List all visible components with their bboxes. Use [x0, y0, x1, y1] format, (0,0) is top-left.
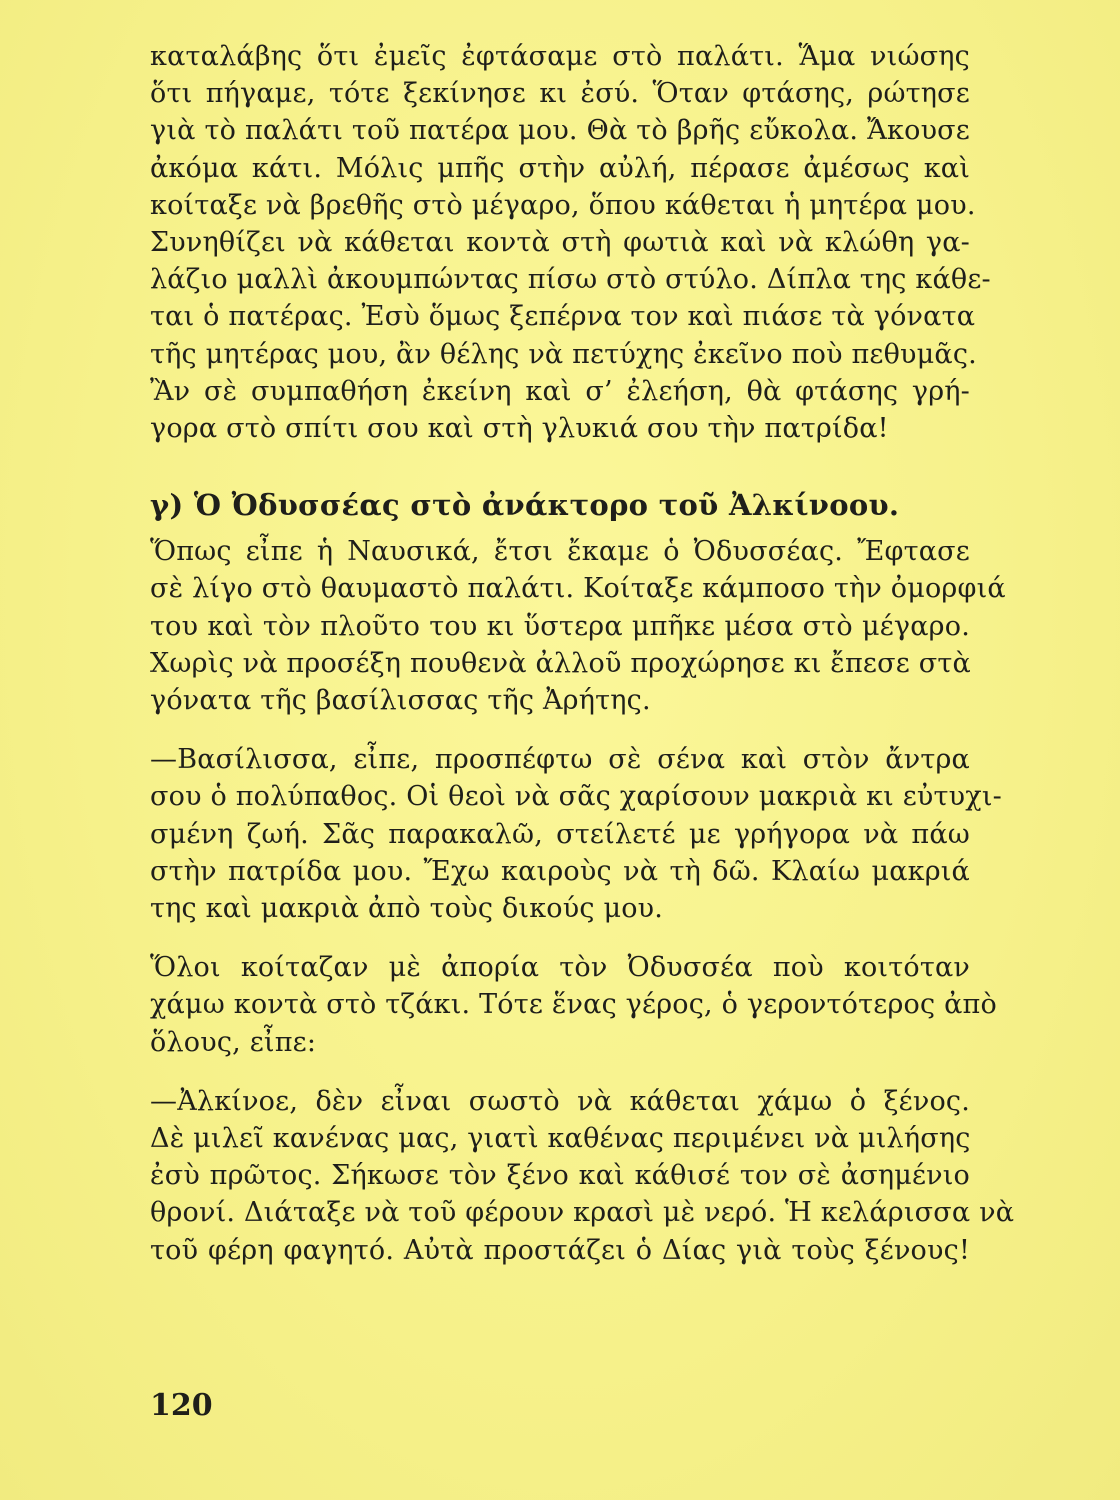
- paragraph-plea: [150, 741, 1002, 927]
- paragraph-opening: [150, 38, 991, 447]
- text-line: γιὰ τὸ παλάτι τοῦ πατέρα μου. Θὰ τὸ βρῆς εὔκολα. Ἄκουσε: [150, 115, 970, 147]
- text-line: —Βασίλισσα, εἶπε, προσπέφτω σὲ σένα καὶ στὸν ἄντρα: [150, 744, 970, 776]
- section-heading: γ) Ὁ Ὀδυσσέας στὸ ἀνάκτορο τοῦ Ἀλκίνοου.: [150, 488, 900, 523]
- paragraph-arrival: [150, 533, 1006, 719]
- text-line: σου ὁ πολύπαθος. Οἱ θεοὶ νὰ σᾶς χαρίσουν μακριὰ κι εὐτυχι-: [150, 781, 1002, 813]
- paragraph-elder: [150, 949, 997, 1061]
- text-line: Συνηθίζει νὰ κάθεται κοντὰ στὴ φωτιὰ καὶ νὰ κλώθη γα-: [150, 227, 970, 259]
- text-line: γόνατα τῆς βασίλισσας τῆς Ἀρήτης.: [150, 685, 651, 717]
- text-line: τῆς μητέρας μου, ἂν θέλης νὰ πετύχης ἐκεῖνο ποὺ πεθυμᾶς.: [150, 338, 977, 370]
- text-line: Ὅπως εἶπε ἡ Ναυσικά, ἔτσι ἔκαμε ὁ Ὀδυσσέας. Ἔφτασε: [150, 536, 970, 568]
- text-line: του καὶ τὸν πλοῦτο του κι ὕστερα μπῆκε μέσα στὸ μέγαρο.: [150, 610, 970, 642]
- text-line: —Ἀλκίνοε, δὲν εἶναι σωστὸ νὰ κάθεται χάμω ὁ ξένος.: [150, 1085, 970, 1117]
- text-line: Ἂν σὲ συμπαθήση ἐκείνη καὶ σ’ ἐλεήση, θὰ φτάσης γρή-: [150, 375, 970, 407]
- text-line: ὅλους, εἶπε:: [150, 1026, 317, 1058]
- text-line: σὲ λίγο στὸ θαυμαστὸ παλάτι. Κοίταξε κάμποσο τὴν ὀμορφιά: [150, 573, 1006, 605]
- text-line: ἐσὺ πρῶτος. Σήκωσε τὸν ξένο καὶ κάθισέ τον σὲ ἀσημένιο: [150, 1160, 970, 1192]
- text-line: Χωρὶς νὰ προσέξη πουθενὰ ἀλλοῦ προχώρησε κι ἔπεσε στὰ: [150, 647, 971, 679]
- text-line: γορα στὸ σπίτι σου καὶ στὴ γλυκιά σου τὴν πατρίδα!: [150, 413, 889, 445]
- paragraph-speech: [150, 1083, 1015, 1269]
- text-line: χάμω κοντὰ στὸ τζάκι. Τότε ἕνας γέρος, ὁ γεροντότερος ἀπὸ: [150, 989, 997, 1021]
- text-line: ἀκόμα κάτι. Μόλις μπῆς στὴν αὐλή, πέρασε ἀμέσως καὶ: [150, 152, 970, 184]
- text-line: λάζιο μαλλὶ ἀκουμπώντας πίσω στὸ στύλο. Δίπλα της κάθε-: [150, 264, 991, 296]
- text-line: σμένη ζωή. Σᾶς παρακαλῶ, στείλετέ με γρήγορα νὰ πάω: [150, 818, 970, 850]
- text-line: Ὅλοι κοίταζαν μὲ ἀπορία τὸν Ὀδυσσέα ποὺ κοιτόταν: [150, 952, 970, 984]
- text-line: Δὲ μιλεῖ κανένας μας, γιατὶ καθένας περιμένει νὰ μιλήσης: [150, 1123, 971, 1155]
- page-text: [150, 38, 1015, 1269]
- text-line: κοίταξε νὰ βρεθῆς στὸ μέγαρο, ὅπου κάθεται ἡ μητέρα μου.: [150, 189, 976, 221]
- text-line: τοῦ φέρη φαγητό. Αὐτὰ προστάζει ὁ Δίας γιὰ τοὺς ξένους!: [150, 1234, 970, 1266]
- page-number: 120: [150, 1388, 213, 1423]
- text-line: καταλάβης ὅτι ἐμεῖς ἐφτάσαμε στὸ παλάτι. Ἅμα νιώσης: [150, 41, 970, 72]
- text-line: θρονί. Διάταξε νὰ τοῦ φέρουν κρασὶ μὲ νερό. Ἡ κελάρισσα νὰ: [150, 1197, 1015, 1229]
- text-line: της καὶ μακριὰ ἀπὸ τοὺς δικούς μου.: [150, 893, 664, 925]
- text-line: στὴν πατρίδα μου. Ἔχω καιροὺς νὰ τὴ δῶ. Κλαίω μακριά: [150, 855, 970, 887]
- text-line: ὅτι πήγαμε, τότε ξεκίνησε κι ἐσύ. Ὅταν φτάσης, ρώτησε: [150, 78, 970, 110]
- text-line: ται ὁ πατέρας. Ἐσὺ ὅμως ξεπέρνα τον καὶ πιάσε τὰ γόνατα: [150, 301, 976, 333]
